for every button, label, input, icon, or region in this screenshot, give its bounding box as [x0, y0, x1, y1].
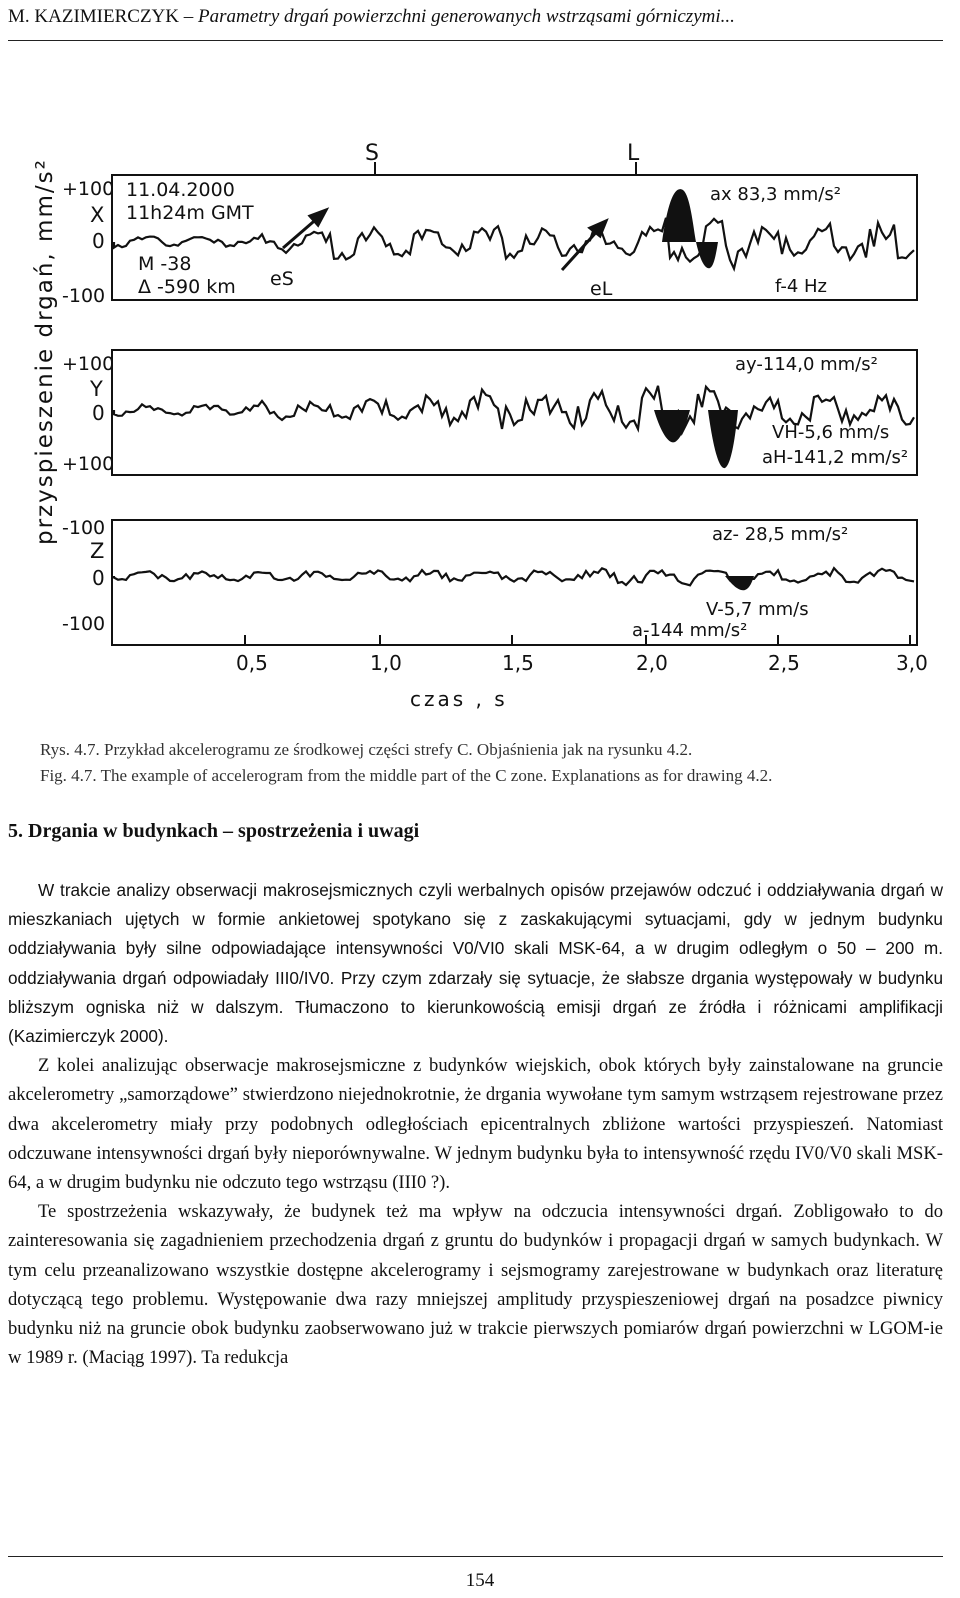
paragraph-3: Te spostrzeżenia wskazywały, że budynek też ma wpływ na odczucia intensywności drgań. Zobligowało to do zainteresowania się zagadnieniem przechodzenia drgań z gruntu do budynków i propagacji drgań w samych budynkach. W tym celu przeanalizowano wszystkie dostępne akcelerogramy i sejsmogramy zarejestrowane w budynkach oraz literaturę dotyczącą tego problemu. Występowanie dwa razy mniejszej amplitudy przyspieszeniowej drgań na posadzce piwnicy budynku niż na gruncie obok budynku zaobserwowano już w trakcie pierwszych pomiarów drgań powierzchni w LGOM-ie w 1989 r. (Maciąg 1997). Ta redukcja: [8, 1201, 943, 1369]
s-wave-label: S: [365, 141, 379, 166]
x-tick-label: 3,0: [896, 651, 928, 675]
channel-x-zero-label: 0: [92, 229, 105, 253]
phase-es-label: eS: [270, 268, 294, 290]
event-distance: Δ -590 km: [138, 276, 236, 298]
paragraph-2: Z kolei analizując obserwacje makrosejsmiczne z budynków wiejskich, obok których były zainstalowane na gruncie akcelerometry „samorządowe” stwierdzono niejednokrotnie, że drgania wywołane tym samym wstrząsem rejestrowane przez dwa akcelerometry miały przy podobnych odległościach epicentralnych zbliżone wartości przyspieszeń. Natomiast odczuwane intensywności drgań były nieporównywalne. W jednym budynku była to intensywność rzędu IV0/V0 skali MSK-64, a w drugim budynku nie odczuto tego wstrząsu (III0 ?).: [8, 1055, 943, 1194]
page-number: 154: [465, 1570, 495, 1591]
channel-y-zero-label: 0: [92, 401, 105, 425]
channel-z-name: Z: [90, 539, 105, 563]
figure-caption-pl: Rys. 4.7. Przykład akcelerogramu ze środkowej części strefy C. Objaśnienia jak na rysunku 4.2.: [40, 740, 693, 759]
annotation-ay: ay-114,0 mm/s²: [735, 354, 878, 375]
channel-z-zero-label: 0: [92, 566, 105, 590]
channel-z-minus-label: -100: [62, 613, 106, 635]
annotation-ah: aH-141,2 mm/s²: [762, 447, 909, 468]
annotation-a: a-144 mm/s²: [632, 620, 748, 641]
x-tick-label: 0,5: [236, 651, 268, 675]
annotation-frequency: f-4 Hz: [775, 276, 828, 297]
annotation-vh: VH-5,6 mm/s: [772, 422, 890, 443]
annotation-az: az- 28,5 mm/s²: [712, 524, 849, 545]
channel-x-minus-label: -100: [62, 285, 106, 307]
paragraph-1: W trakcie analizy obserwacji makrosejsmicznych czyli werbalnych opisów przejawów odczuć i oddziaływania drgań w mieszkaniach ujętych w formie ankietowej spotykano się z zaskakującymi sytuacjami, gdy w jednym budynku oddziaływania były silne odpowiadające intensywności V0/VI0 skali MSK-64, a w drugim odległym o 50 – 200 m. oddziaływania drgań odpowiadały III0/IV0. Przy czym zdarzały się sytuacje, że słabsze drgania występowały w budynku bliższym ogniska niż w dalszym. Tłumaczono to kierunkowością emisji drgań ze źródła i różnicami amplifikacji (Kazimierczyk 2000).: [8, 880, 943, 1047]
header-author: M. KAZIMIERCZYK –: [8, 6, 198, 27]
event-time: 11h24m GMT: [126, 202, 254, 224]
channel-z-plus-label: -100: [62, 517, 106, 539]
x-axis-label: czas , s: [410, 687, 508, 711]
body-text: [8, 876, 943, 1372]
channel-y-name: Y: [90, 377, 103, 401]
section-title: 5. Drgania w budynkach – spostrzeżenia i uwagi: [8, 820, 420, 842]
x-tick-label: 2,5: [768, 651, 800, 675]
footer-rule: [8, 1556, 943, 1557]
y-axis-label: przyspieszenie drgań, mm/s²: [32, 158, 58, 545]
running-header: [8, 6, 952, 28]
accelerogram-figure: [0, 130, 960, 720]
trough-y-fill: [708, 410, 738, 468]
event-magnitude: M -38: [138, 253, 192, 275]
channel-x-name: X: [90, 203, 105, 227]
x-tick-label: 2,0: [636, 651, 668, 675]
annotation-ax: ax 83,3 mm/s²: [710, 184, 841, 205]
header-rule: [8, 40, 943, 41]
trace-x: [114, 218, 914, 269]
figure-caption-en: Fig. 4.7. The example of accelerogram from the middle part of the C zone. Explanations as for drawing 4.2.: [40, 766, 773, 785]
channel-x-plus-label: +100: [62, 178, 115, 200]
x-tick-label: 1,0: [370, 651, 402, 675]
event-date: 11.04.2000: [126, 179, 235, 201]
channel-y-minus-label: +100: [62, 453, 115, 475]
channel-y-plus-label: +100: [62, 353, 115, 375]
trace-z: [114, 568, 914, 585]
header-title: Parametry drgań powierzchni generowanych wstrząsami górniczymi...: [198, 6, 735, 27]
peak-x-fill: [662, 189, 696, 242]
peak-z-fill: [725, 576, 754, 590]
l-wave-label: L: [627, 141, 640, 166]
annotation-v: V-5,7 mm/s: [706, 599, 809, 620]
x-tick-label: 1,5: [502, 651, 534, 675]
phase-el-label: eL: [590, 278, 613, 300]
peak-y-fill: [654, 410, 690, 442]
